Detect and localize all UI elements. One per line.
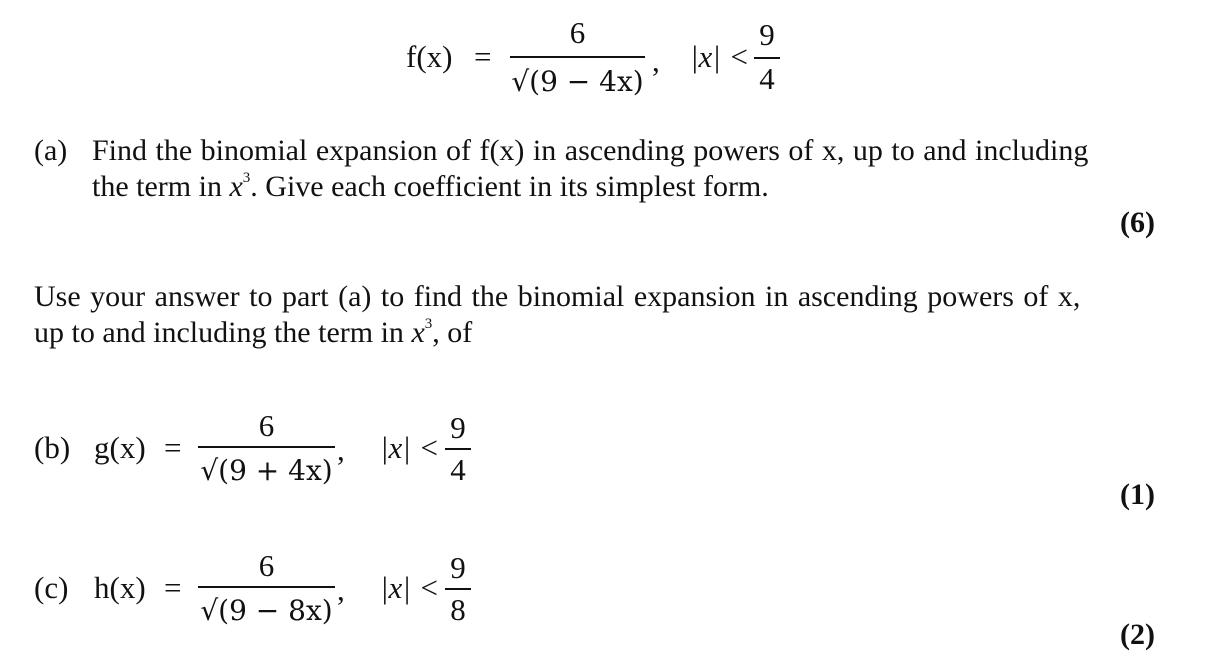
f-condition: |x| < — [690, 39, 750, 74]
equation-g — [0, 408, 1207, 498]
h-denominator: √(9 − 8x) — [200, 594, 333, 627]
f-equals: = — [474, 39, 492, 74]
part-a-line2 — [92, 170, 769, 204]
h-fraction — [198, 548, 335, 636]
part-a-label: (a) — [34, 134, 68, 167]
g-separator: , — [337, 432, 345, 467]
intro-line2-pre: up to and including the term in — [34, 316, 404, 349]
g-equals: = — [164, 430, 182, 465]
g-fraction — [198, 408, 335, 496]
part-a-line2-post: . Give each coefficient in its simplest form. — [250, 170, 769, 203]
g-lhs: g(x) — [94, 430, 146, 465]
h-equals: = — [164, 570, 182, 605]
intro-line1: Use your answer to part (a) to find the binomial expansion in ascending powers of x, — [34, 280, 1081, 313]
f-cond-fraction — [754, 17, 780, 97]
f-fraction-bar — [510, 56, 645, 58]
part-a-line2-var: x — [229, 170, 243, 203]
h-fraction-bar — [198, 586, 335, 588]
equation-f — [0, 15, 1207, 105]
f-cond-den: 4 — [759, 61, 775, 96]
h-cond-fraction — [445, 550, 471, 630]
h-lhs: h(x) — [94, 570, 146, 605]
intro-line2 — [34, 316, 472, 350]
g-cond-fraction — [445, 410, 471, 490]
g-cond-bar — [445, 448, 471, 450]
h-cond-bar — [445, 588, 471, 590]
g-numerator: 6 — [258, 408, 275, 443]
part-b-marks: (1) — [1120, 478, 1155, 511]
part-b-label: (b) — [34, 430, 71, 465]
g-cond-num: 9 — [450, 410, 466, 445]
f-numerator: 6 — [569, 15, 586, 50]
h-numerator: 6 — [258, 548, 275, 583]
f-denominator: √(9 − 4x) — [511, 65, 644, 98]
part-a-line1: Find the binomial expansion of f(x) in ascending powers of x, up to and including — [92, 134, 1089, 167]
h-cond-den: 8 — [450, 592, 466, 627]
h-condition: |x| < — [380, 570, 440, 605]
part-a-marks: (6) — [1120, 206, 1155, 239]
intro-line2-exp: 3 — [424, 316, 433, 332]
f-fraction — [510, 15, 645, 103]
h-separator: , — [337, 572, 345, 607]
equation-h — [0, 548, 1207, 638]
intro-line2-var: x — [411, 316, 425, 349]
f-cond-bar — [754, 57, 780, 59]
part-c-marks: (2) — [1120, 618, 1155, 651]
h-cond-num: 9 — [450, 550, 466, 585]
part-c-label: (c) — [34, 570, 69, 605]
f-lhs: f(x) — [406, 39, 453, 74]
intro-line2-post: , of — [432, 316, 473, 349]
g-denominator: √(9 + 4x) — [200, 454, 333, 487]
g-cond-den: 4 — [450, 452, 466, 487]
g-condition: |x| < — [380, 430, 440, 465]
g-fraction-bar — [198, 446, 335, 448]
f-separator: , — [652, 43, 660, 78]
f-cond-num: 9 — [759, 17, 775, 52]
part-a-line2-exp: 3 — [242, 170, 251, 186]
part-a-line2-pre: the term in — [92, 170, 222, 203]
